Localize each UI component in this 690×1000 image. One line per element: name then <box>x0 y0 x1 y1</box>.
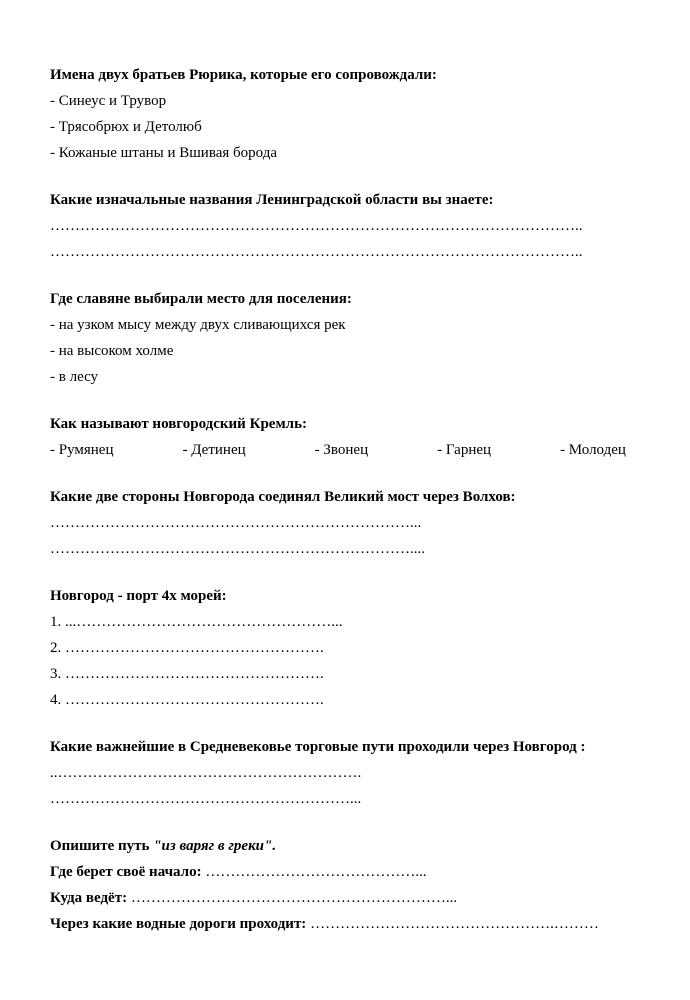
question-medieval-trade-routes <box>50 734 642 812</box>
answer-option: - Молодец <box>560 442 626 458</box>
answer-numbered-line: 3. ……………………………………………. <box>50 666 324 682</box>
question-heading: Какие две стороны Новгорода соединял Великий мост через Волхов: <box>50 489 516 505</box>
answer-blank-dots: ………………………………………………………... <box>130 890 458 906</box>
question-heading: Как называют новгородский Кремль: <box>50 416 308 432</box>
answer-option: - Кожаные штаны и Вшивая борода <box>50 145 278 161</box>
answer-numbered-line: 2. ……………………………………………. <box>50 640 324 656</box>
answer-blank-dots: ………………………………………….……… <box>310 916 599 932</box>
answer-option: - Детинец <box>182 442 246 458</box>
answer-option: - на высоком холме <box>50 343 174 359</box>
answer-option: - в лесу <box>50 369 99 385</box>
answer-option: - Румянец <box>50 442 114 458</box>
answer-option: - Звонец <box>314 442 369 458</box>
question-leningrad-region-names <box>50 187 642 265</box>
answer-blank-line: …………………………………………………………………………………………….. <box>50 218 583 234</box>
answer-blank-line: ……………………………………………………………….... <box>50 541 425 557</box>
answer-blank-line: ..……………………………………………………. <box>50 765 362 781</box>
answer-option: - Трясобрюх и Детолюб <box>50 119 202 135</box>
field-label: Куда ведёт: <box>50 890 131 906</box>
heading-text: Опишите путь <box>50 838 154 854</box>
question-heading: Новгород - порт 4х морей: <box>50 588 227 604</box>
answer-blank-line: ……………………………………………………... <box>50 791 362 807</box>
question-heading: Какие изначальные названия Ленинградской области вы знаете: <box>50 192 494 208</box>
answer-field <box>50 911 642 937</box>
answer-blank-line: …………………………………………………………………………………………….. <box>50 244 583 260</box>
question-rurik-brothers <box>50 62 642 166</box>
answer-numbered-line: 1. ...……………………………………………... <box>50 614 343 630</box>
question-heading: Какие важнейшие в Средневековье торговые пути проходили через Новгород : <box>50 739 586 755</box>
answer-blank-line: ………………………………………………………………... <box>50 515 422 531</box>
answer-blank-dots: ……………………………………... <box>205 864 427 880</box>
question-heading <box>50 833 642 859</box>
field-label: Через какие водные дороги проходит: <box>50 916 311 932</box>
question-varangians-to-greeks-route <box>50 833 642 937</box>
answer-field <box>50 885 642 911</box>
answer-option: - на узком мысу между двух сливающихся рек <box>50 317 346 333</box>
answer-option: - Гарнец <box>437 442 492 458</box>
question-slavs-settlement-place <box>50 286 642 390</box>
field-label: Где берет своё начало: <box>50 864 206 880</box>
question-novgorod-kremlin-name <box>50 411 642 463</box>
question-novgorod-four-seas <box>50 583 642 713</box>
question-great-bridge-sides <box>50 484 642 562</box>
question-heading: Имена двух братьев Рюрика, которые его сопровождали: <box>50 67 437 83</box>
question-heading: Где славяне выбирали место для поселения: <box>50 291 352 307</box>
answer-field <box>50 859 642 885</box>
answer-option: - Синеус и Трувор <box>50 93 167 109</box>
answer-numbered-line: 4. ……………………………………………. <box>50 692 324 708</box>
answer-options-row <box>50 437 626 463</box>
heading-quoted-phrase: "из варяг в греки". <box>153 838 277 854</box>
